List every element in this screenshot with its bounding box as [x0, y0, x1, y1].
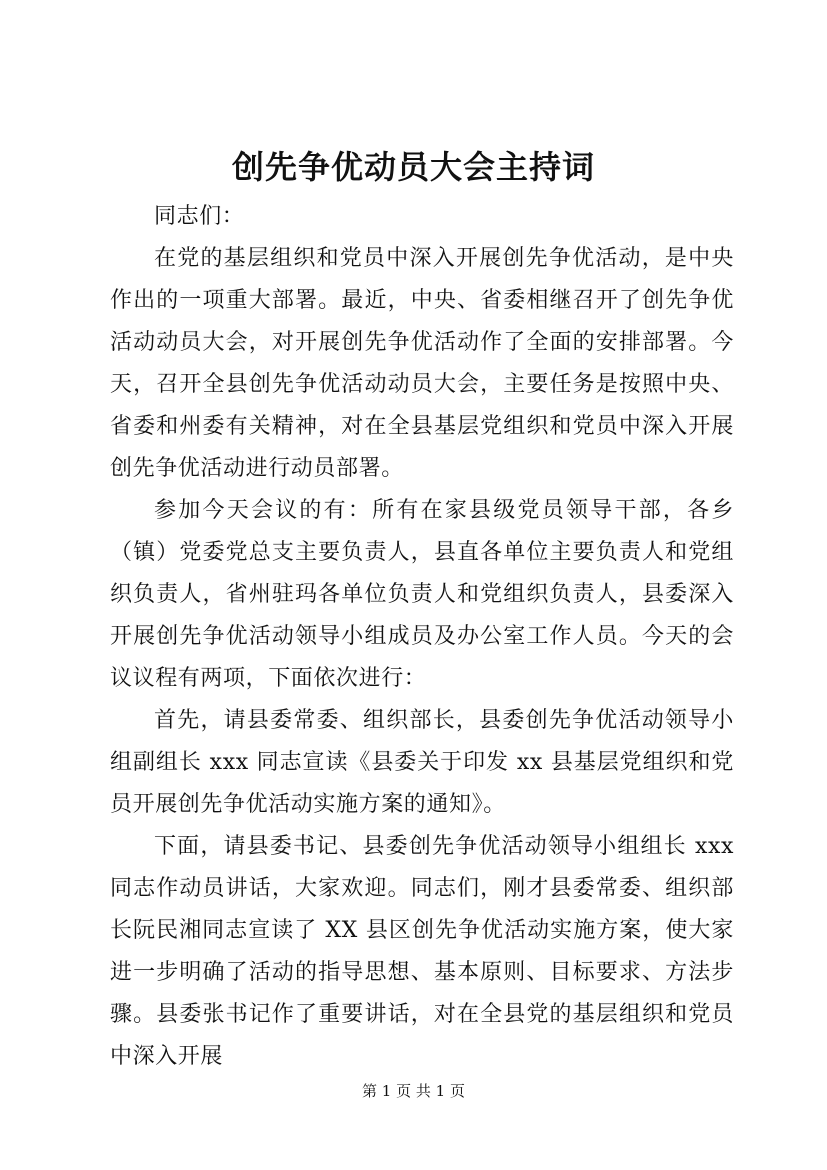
- body-paragraph: 在党的基层组织和党员中深入开展创先争优活动，是中央作出的一项重大部署。最近，中央、省委相继召开了创先争优活动动员大会，对开展创先争优活动作了全面的安排部署。今天，召开全县创先争优活动动员大会，主要任务是按照中央、省委和州委有关精神，对在全县基层党组织和党员中深入开展创先争优活动进行动员部署。: [110, 246, 734, 481]
- body-paragraph: 首先，请县委常委、组织部长，县委创先争优活动领导小组副组长 xxx 同志宣读《县委关于印发 xx 县基层党组织和党员开展创先争优活动实施方案的通知》。: [110, 708, 734, 817]
- body-paragraph: 参加今天会议的有：所有在家县级党员领导干部，各乡（镇）党委党总支主要负责人，县直各单位主要负责人和党组织负责人，省州驻玛各单位负责人和党组织负责人，县委深入开展创先争优活动领导小组成员及办公室工作人员。今天的会议议程有两项，下面依次进行：: [110, 498, 734, 691]
- document-body: [110, 196, 734, 1078]
- document-title: 创先争优动员大会主持词: [231, 148, 595, 186]
- salutation-paragraph: 同志们：: [154, 204, 245, 229]
- page-number-footer: 第 1 页 共 1 页: [362, 1082, 465, 1100]
- body-paragraph: 下面，请县委书记、县委创先争优活动领导小组组长 xxx 同志作动员讲话，大家欢迎。同志们，刚才县委常委、组织部长阮民湘同志宣读了 XX 县区创先争优活动实施方案，使大家进一步明确了活动的指导思想、基本原则、目标要求、方法步骤。县委张书记作了重要讲话，对在全县党的基层组织和党员中深入开展: [110, 834, 734, 1069]
